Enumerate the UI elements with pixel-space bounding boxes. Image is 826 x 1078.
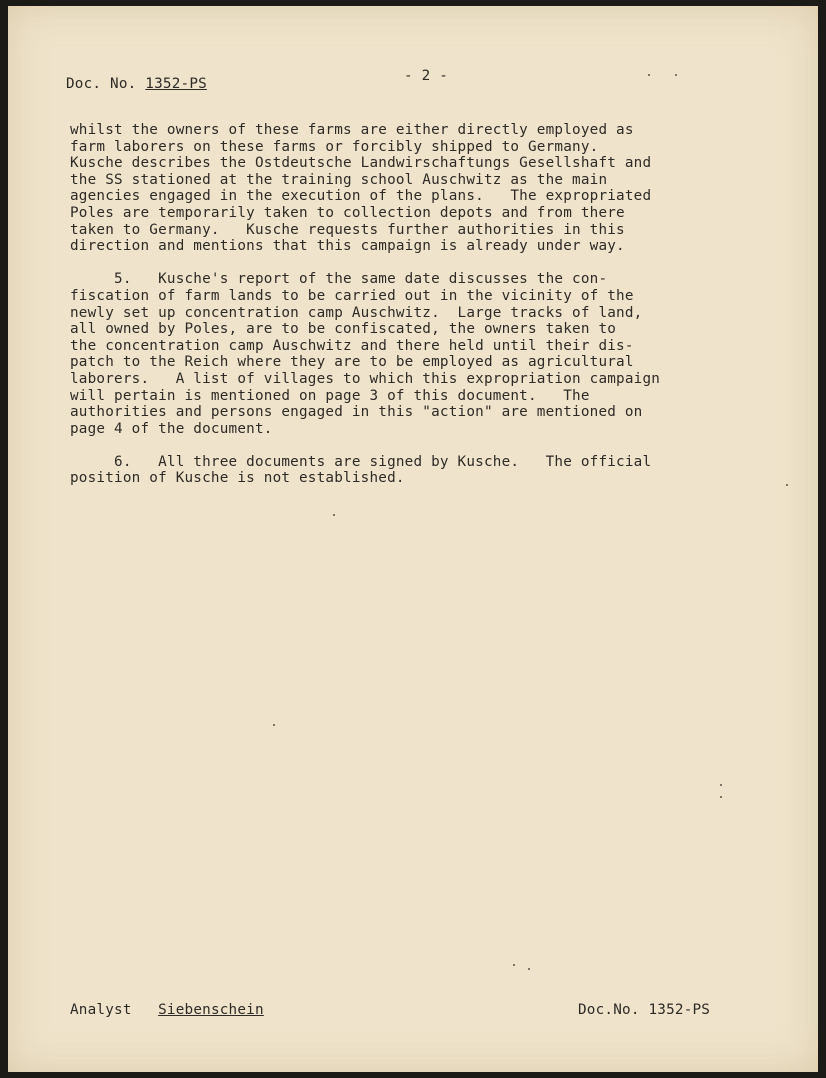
- text-line: Kusche describes the Ostdeutsche Landwirschaftungs Gesellshaft and: [70, 155, 652, 172]
- analyst-signature: [70, 1002, 264, 1018]
- text-line: laborers. A list of villages to which this expropriation campaign: [70, 370, 661, 387]
- text-line: taken to Germany. Kusche requests further authorities in this: [70, 221, 625, 238]
- paper-speck: [648, 74, 650, 76]
- text-line: fiscation of farm lands to be carried out in the vicinity of the: [70, 287, 634, 304]
- text-line: all owned by Poles, are to be confiscated, the owners taken to: [70, 321, 617, 338]
- text-line: direction and mentions that this campaign is already under way.: [70, 238, 625, 255]
- text-line: agencies engaged in the execution of the plans. The expropriated: [70, 188, 652, 205]
- paper-speck: [528, 968, 530, 970]
- paper-speck: [720, 784, 722, 786]
- paper-speck: [513, 964, 515, 966]
- paragraph-5: [70, 271, 770, 437]
- text-line: newly set up concentration camp Auschwitz. Large tracks of land,: [70, 304, 643, 321]
- text-line: the concentration camp Auschwitz and there held until their dis-: [70, 337, 634, 354]
- text-line: the SS stationed at the training school Auschwitz as the main: [70, 171, 608, 188]
- text-line: position of Kusche is not established.: [70, 470, 405, 487]
- text-line: Poles are temporarily taken to collection depots and from there: [70, 204, 625, 221]
- paragraph-6: [70, 454, 770, 487]
- doc-number-footer: Doc.No. 1352-PS: [578, 1002, 711, 1018]
- text-line: whilst the owners of these farms are either directly employed as: [70, 122, 634, 138]
- text-line: 5. Kusche's report of the same date discusses the con-: [70, 271, 608, 288]
- paper-speck: [675, 74, 677, 76]
- text-line: authorities and persons engaged in this "action" are mentioned on: [70, 404, 643, 421]
- paper-speck: [333, 514, 335, 516]
- analyst-name: Siebenschein: [158, 1002, 264, 1018]
- document-page: [8, 6, 818, 1072]
- document-body: [70, 122, 770, 504]
- text-line: farm laborers on these farms or forcibly shipped to Germany.: [70, 138, 599, 155]
- text-line: patch to the Reich where they are to be employed as agricultural: [70, 354, 634, 371]
- text-line: will pertain is mentioned on page 3 of this document. The: [70, 387, 590, 404]
- text-line: 6. All three documents are signed by Kusche. The official: [70, 453, 652, 470]
- doc-number-value: 1352-PS: [145, 76, 207, 92]
- text-line: page 4 of the document.: [70, 420, 273, 437]
- paragraph-continuation: [70, 122, 770, 255]
- doc-number-header: [66, 76, 207, 92]
- paper-speck: [273, 724, 275, 726]
- page-number: - 2 -: [404, 68, 449, 84]
- paper-speck: [786, 484, 788, 486]
- paper-speck: [720, 796, 722, 798]
- doc-number-prefix: Doc. No.: [66, 76, 146, 92]
- analyst-label: Analyst: [70, 1002, 132, 1018]
